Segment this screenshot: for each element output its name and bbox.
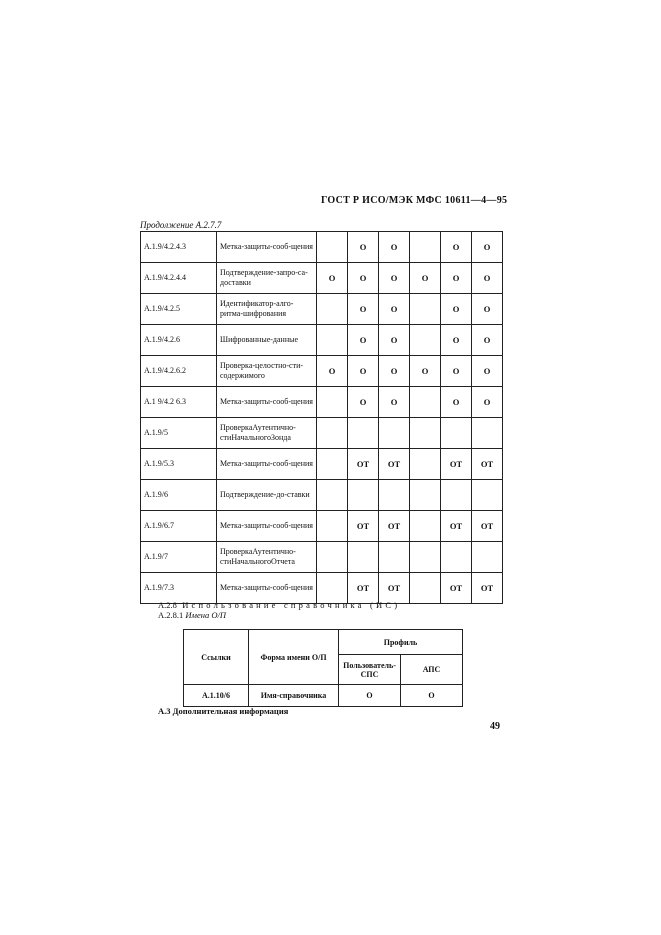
section-a281-number: A.2.8.1 [158, 610, 184, 620]
row-value [348, 542, 379, 573]
row-ref: A.1.9/6 [141, 480, 217, 511]
table-row [141, 387, 503, 418]
row-name: ПроверкаАутентично-стиНачальногоОтчета [217, 542, 317, 573]
row-value: O [441, 263, 472, 294]
table-row [141, 325, 503, 356]
row-value: O [472, 387, 503, 418]
row-value: O [379, 232, 410, 263]
profile-row-form: Имя-справочника [249, 685, 339, 707]
row-value [410, 325, 441, 356]
row-ref: A.1 9/4.2 6.3 [141, 387, 217, 418]
row-name: Подтверждение-запро-са-доставки [217, 263, 317, 294]
row-value: ОТ [472, 511, 503, 542]
row-value: ОТ [348, 573, 379, 604]
section-a28-title: Использование справочника (ИС) [182, 600, 401, 610]
row-value [317, 449, 348, 480]
row-value [410, 542, 441, 573]
row-value [317, 418, 348, 449]
row-value: O [379, 387, 410, 418]
continuation-label: Продолжение А.2.7.7 [140, 220, 222, 230]
row-value [410, 511, 441, 542]
row-name: Идентификатор-алго-ритма-шифрования [217, 294, 317, 325]
row-value: O [348, 387, 379, 418]
row-value: ОТ [441, 511, 472, 542]
row-ref: A.1.9/5 [141, 418, 217, 449]
document-header: ГОСТ Р ИСО/МЭК МФС 10611—4—95 [321, 195, 508, 206]
row-value: ОТ [441, 573, 472, 604]
row-value: O [410, 356, 441, 387]
row-value: O [472, 263, 503, 294]
row-value [441, 480, 472, 511]
row-value: ОТ [379, 511, 410, 542]
row-value [441, 418, 472, 449]
row-value: O [472, 294, 503, 325]
row-value: ОТ [441, 449, 472, 480]
row-value [472, 418, 503, 449]
profile-header-aps: АПС [401, 655, 463, 685]
row-value [410, 418, 441, 449]
table-row [141, 418, 503, 449]
row-value [410, 232, 441, 263]
row-value [410, 449, 441, 480]
row-ref: A.1.9/4.2.5 [141, 294, 217, 325]
page-number: 49 [490, 721, 500, 732]
table-row [141, 356, 503, 387]
row-value: ОТ [379, 573, 410, 604]
row-ref: A.1.9/7 [141, 542, 217, 573]
row-value [379, 542, 410, 573]
row-name: Метка-защиты-сооб-щения [217, 232, 317, 263]
row-value [410, 387, 441, 418]
row-ref: A.1.9/6.7 [141, 511, 217, 542]
row-value: O [348, 294, 379, 325]
row-value: ОТ [348, 511, 379, 542]
row-name: Метка-защиты-сооб-щения [217, 387, 317, 418]
profile-row-ref: A.1.10/6 [184, 685, 249, 707]
row-value [317, 294, 348, 325]
profile-header-user: Пользователь-СПС [339, 655, 401, 685]
row-value [410, 573, 441, 604]
row-value: O [441, 356, 472, 387]
row-value [379, 418, 410, 449]
row-value: O [348, 325, 379, 356]
row-value [441, 542, 472, 573]
row-value: O [379, 356, 410, 387]
section-a281-title: Имена О/П [185, 610, 226, 620]
table-row [141, 449, 503, 480]
row-value [410, 480, 441, 511]
row-name: Метка-защиты-сооб-щения [217, 449, 317, 480]
row-value: O [379, 294, 410, 325]
row-value: ОТ [472, 573, 503, 604]
table-row [141, 542, 503, 573]
row-value [317, 387, 348, 418]
row-value: O [410, 263, 441, 294]
row-value: O [441, 387, 472, 418]
row-value: ОТ [379, 449, 410, 480]
row-name: Шифрованные-данные [217, 325, 317, 356]
main-table [140, 231, 503, 604]
table-row [141, 263, 503, 294]
row-value: O [472, 232, 503, 263]
row-value: O [472, 356, 503, 387]
table-row [141, 232, 503, 263]
row-value: ОТ [472, 449, 503, 480]
row-value: O [348, 232, 379, 263]
section-a28-number: A.2.8 [158, 600, 177, 610]
row-value: O [441, 325, 472, 356]
row-value: O [317, 263, 348, 294]
section-a281-heading [158, 610, 226, 620]
row-value: O [379, 325, 410, 356]
profile-table [183, 629, 463, 707]
row-value: O [441, 232, 472, 263]
profile-row-user: O [339, 685, 401, 707]
row-name: Проверка-целостно-сти-содержимого [217, 356, 317, 387]
table-row [141, 294, 503, 325]
row-value: O [379, 263, 410, 294]
row-name: ПроверкаАутентично-стиНачальногоЗонда [217, 418, 317, 449]
row-value [410, 294, 441, 325]
profile-header-form: Форма имени О/П [249, 630, 339, 685]
row-value [317, 325, 348, 356]
row-value: O [348, 356, 379, 387]
row-ref: A.1.9/4.2.4.4 [141, 263, 217, 294]
row-value [317, 480, 348, 511]
row-value [472, 480, 503, 511]
row-value [379, 480, 410, 511]
row-value [472, 542, 503, 573]
row-value: O [317, 356, 348, 387]
section-a28-heading [158, 600, 400, 610]
row-ref: A.1.9/4.2.4.3 [141, 232, 217, 263]
row-value [348, 418, 379, 449]
row-name: Метка-защиты-сооб-щения [217, 573, 317, 604]
row-ref: A.1.9/4.2.6.2 [141, 356, 217, 387]
row-ref: A.1.9/5.3 [141, 449, 217, 480]
table-row [141, 573, 503, 604]
row-value: O [348, 263, 379, 294]
profile-header-profile: Профиль [339, 630, 463, 655]
row-value [317, 573, 348, 604]
row-value: O [441, 294, 472, 325]
table-row [141, 511, 503, 542]
row-value [348, 480, 379, 511]
row-value: ОТ [348, 449, 379, 480]
row-name: Метка-защиты-сооб-щения [217, 511, 317, 542]
row-ref: A.1.9/7.3 [141, 573, 217, 604]
row-value [317, 232, 348, 263]
table-row [141, 480, 503, 511]
profile-header-refs: Ссылки [184, 630, 249, 685]
row-value: O [472, 325, 503, 356]
row-value [317, 542, 348, 573]
profile-row-aps: O [401, 685, 463, 707]
section-a3-heading: А.3 Дополнительная информация [158, 706, 289, 716]
row-value [317, 511, 348, 542]
row-ref: A.1.9/4.2.6 [141, 325, 217, 356]
row-name: Подтверждение-до-ставки [217, 480, 317, 511]
